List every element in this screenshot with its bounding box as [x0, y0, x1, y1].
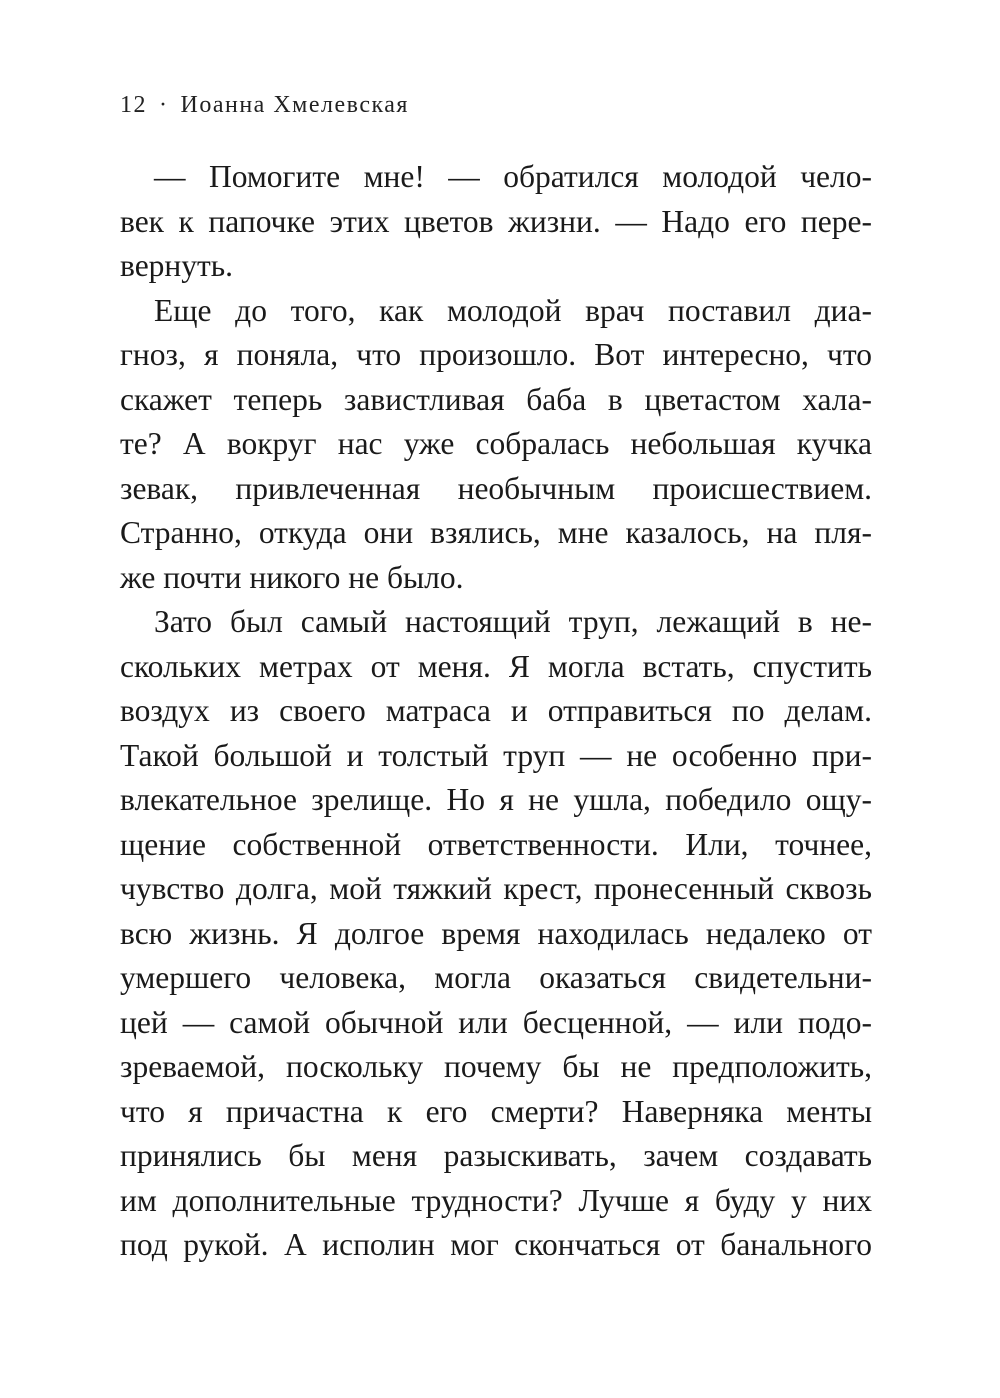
text-line: влекательное зрелище. Но я не ушла, победило ощу- [120, 782, 872, 817]
text-line: под рукой. А исполин мог скончаться от банального [120, 1227, 872, 1262]
text-line: вернуть. [120, 248, 234, 283]
body-text [120, 155, 872, 1268]
text-line: Еще до того, как молодой врач поставил диа- [154, 292, 872, 328]
text-line: принялись бы меня разыскивать, зачем создавать [120, 1138, 872, 1173]
text-line: чувство долга, мой тяжкий крест, пронесенный сквозь [120, 871, 872, 906]
text-line: же почти никого не было. [120, 559, 464, 595]
page-number: 12 [120, 92, 147, 118]
author-name: Иоанна Хмелевская [180, 92, 409, 118]
text-line: скажет теперь завистливая баба в цветастом хала- [120, 381, 872, 417]
text-line: Такой большой и толстый труп — не особенно при- [120, 737, 872, 773]
paragraph-3 [120, 600, 872, 1268]
text-line: гноз, я поняла, что произошло. Вот интересно, что [120, 337, 872, 372]
text-line: век к папочке этих цветов жизни. — Надо его пере- [120, 203, 872, 239]
text-line: воздух из своего матраса и отправиться по делам. [120, 693, 872, 728]
text-line: цей — самой обычной или бесценной, — или подо- [120, 1004, 872, 1040]
text-line: зреваемой, поскольку почему бы не предположить, [120, 1049, 872, 1084]
text-line: что я причастна к его смерти? Наверняка менты [120, 1093, 872, 1129]
text-line: скольких метрах от меня. Я могла встать, спустить [120, 648, 872, 684]
text-line: зевак, привлеченная необычным происшествием. [120, 470, 872, 506]
paragraph-2 [120, 289, 872, 601]
text-line: — Помогите мне! — обратился молодой чело- [154, 159, 872, 194]
text-line: те? А вокруг нас уже собралась небольшая кучка [120, 426, 872, 461]
text-line: умершего человека, могла оказаться свидетельни- [120, 960, 872, 995]
text-line: всю жизнь. Я долгое время находилась недалеко от [120, 915, 872, 951]
text-line: им дополнительные трудности? Лучше я буду у них [120, 1182, 872, 1218]
text-line: щение собственной ответственности. Или, точнее, [120, 826, 872, 862]
paragraph-1 [120, 155, 872, 289]
running-head [120, 92, 409, 119]
text-line: Зато был самый настоящий труп, лежащий в не- [154, 604, 872, 639]
header-separator: · [159, 92, 169, 118]
text-line: Странно, откуда они взялись, мне казалось, на пля- [120, 515, 872, 550]
